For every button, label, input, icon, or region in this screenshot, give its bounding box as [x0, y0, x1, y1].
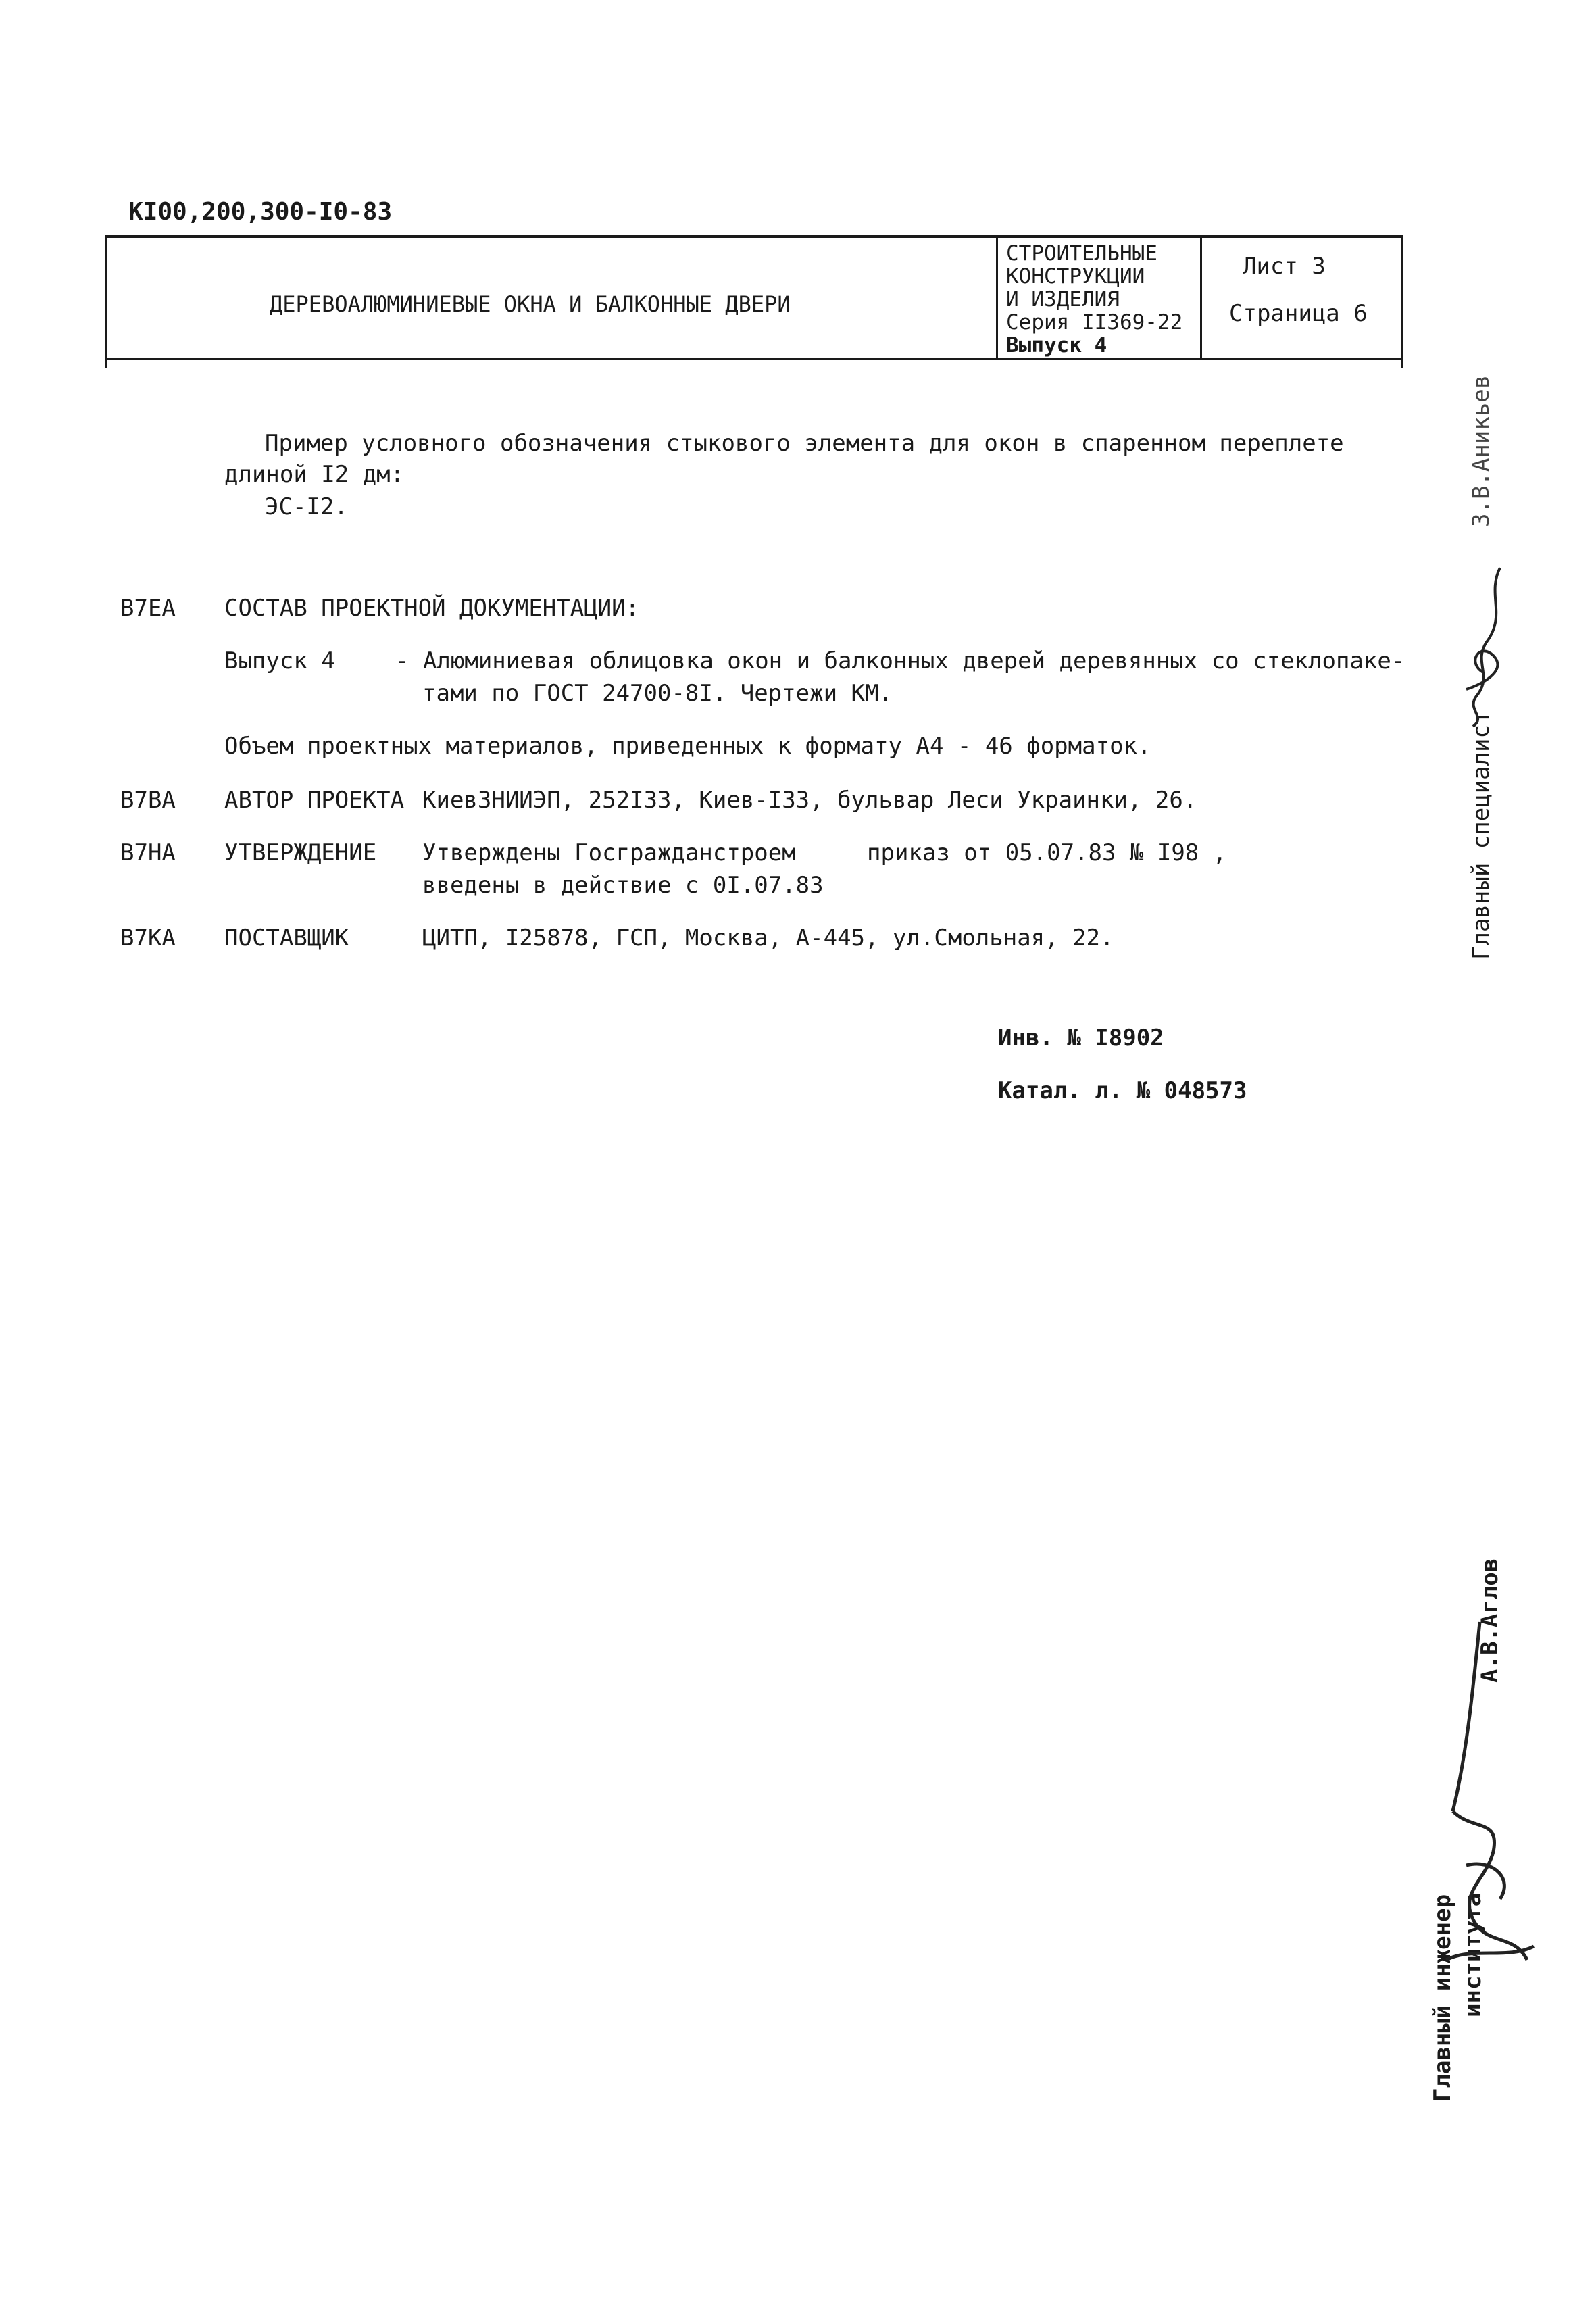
section-code: В7ВА: [120, 787, 176, 814]
supplier-text: ЦИТП, I25878, ГСП, Москва, А-445, ул.Смольная, 22.: [422, 925, 1114, 952]
section-code: В7ЕА: [120, 595, 176, 622]
issue-label: Выпуск 4: [1006, 333, 1107, 358]
chief-specialist-label: Главный специалист: [1468, 710, 1495, 960]
category-line: И ИЗДЕЛИЯ: [1006, 287, 1120, 312]
section-title: СОСТАВ ПРОЕКТНОЙ ДОКУМЕНТАЦИИ:: [224, 595, 640, 622]
section-title: ПОСТАВЩИК: [224, 925, 349, 952]
example-text: Пример условного обозначения стыкового элемента для окон в спаренном переплете: [265, 430, 1344, 457]
category-line: КОНСТРУКЦИИ: [1006, 264, 1145, 289]
volume-text: Объем проектных материалов, приведенных к формату А4 - 46 форматок.: [224, 733, 1151, 760]
example-code: ЭС-I2.: [265, 493, 348, 520]
frame-tick: [105, 359, 107, 368]
approval-text: Утверждены Госгражданстроем: [422, 839, 796, 866]
chief-engineer-signature: [1432, 1608, 1541, 1987]
doc-code: КI00,200,300-I0-83: [128, 198, 393, 226]
category-line: СТРОИТЕЛЬНЫЕ: [1006, 241, 1157, 266]
catalog-number: Катал. л. № 048573: [998, 1077, 1247, 1104]
frame-tick: [1401, 359, 1403, 368]
section-title: АВТОР ПРОЕКТА: [224, 787, 405, 814]
chief-engineer-name: А.В.Аглов: [1476, 1558, 1503, 1683]
author-text: КиевЗНИИЭП, 252I33, Киев-I33, бульвар Леси Украинки, 26.: [422, 787, 1197, 814]
section-code: В7НА: [120, 839, 176, 866]
chief-specialist-signature: [1446, 554, 1520, 730]
document-title: ДЕРЕВОАЛЮМИНИЕВЫЕ ОКНА И БАЛКОННЫЕ ДВЕРИ: [270, 291, 791, 317]
approval-date: введены в действие с 0I.07.83: [422, 872, 824, 899]
category-block: [1006, 242, 1182, 357]
approval-order: приказ от 05.07.83 № I98 ,: [867, 839, 1227, 866]
chief-engineer-label: Главный инженер: [1429, 1894, 1456, 2102]
section-title: УТВЕРЖДЕНИЕ: [224, 839, 377, 866]
section-code: В7КА: [120, 925, 176, 952]
series-label: Серия II369-22: [1006, 310, 1183, 335]
issue-description: - Алюминиевая облицовка окон и балконных дверей деревянных со стеклопаке-: [395, 647, 1405, 674]
title-block-divider: [1200, 238, 1202, 358]
sheet-number: Лист 3: [1243, 253, 1326, 280]
page-number: Страница 6: [1229, 300, 1368, 327]
issue-description: тами по ГОСТ 24700-8I. Чертежи КМ.: [422, 680, 893, 707]
chief-specialist-name: З.В.Аникьев: [1468, 374, 1495, 527]
chief-engineer-label: института: [1460, 1892, 1487, 2017]
title-block-divider: [996, 238, 998, 358]
issue-label: Выпуск 4: [224, 647, 335, 674]
inventory-number: Инв. № I8902: [998, 1025, 1164, 1052]
title-block: [105, 235, 1403, 360]
example-text: длиной I2 дм:: [224, 461, 405, 488]
